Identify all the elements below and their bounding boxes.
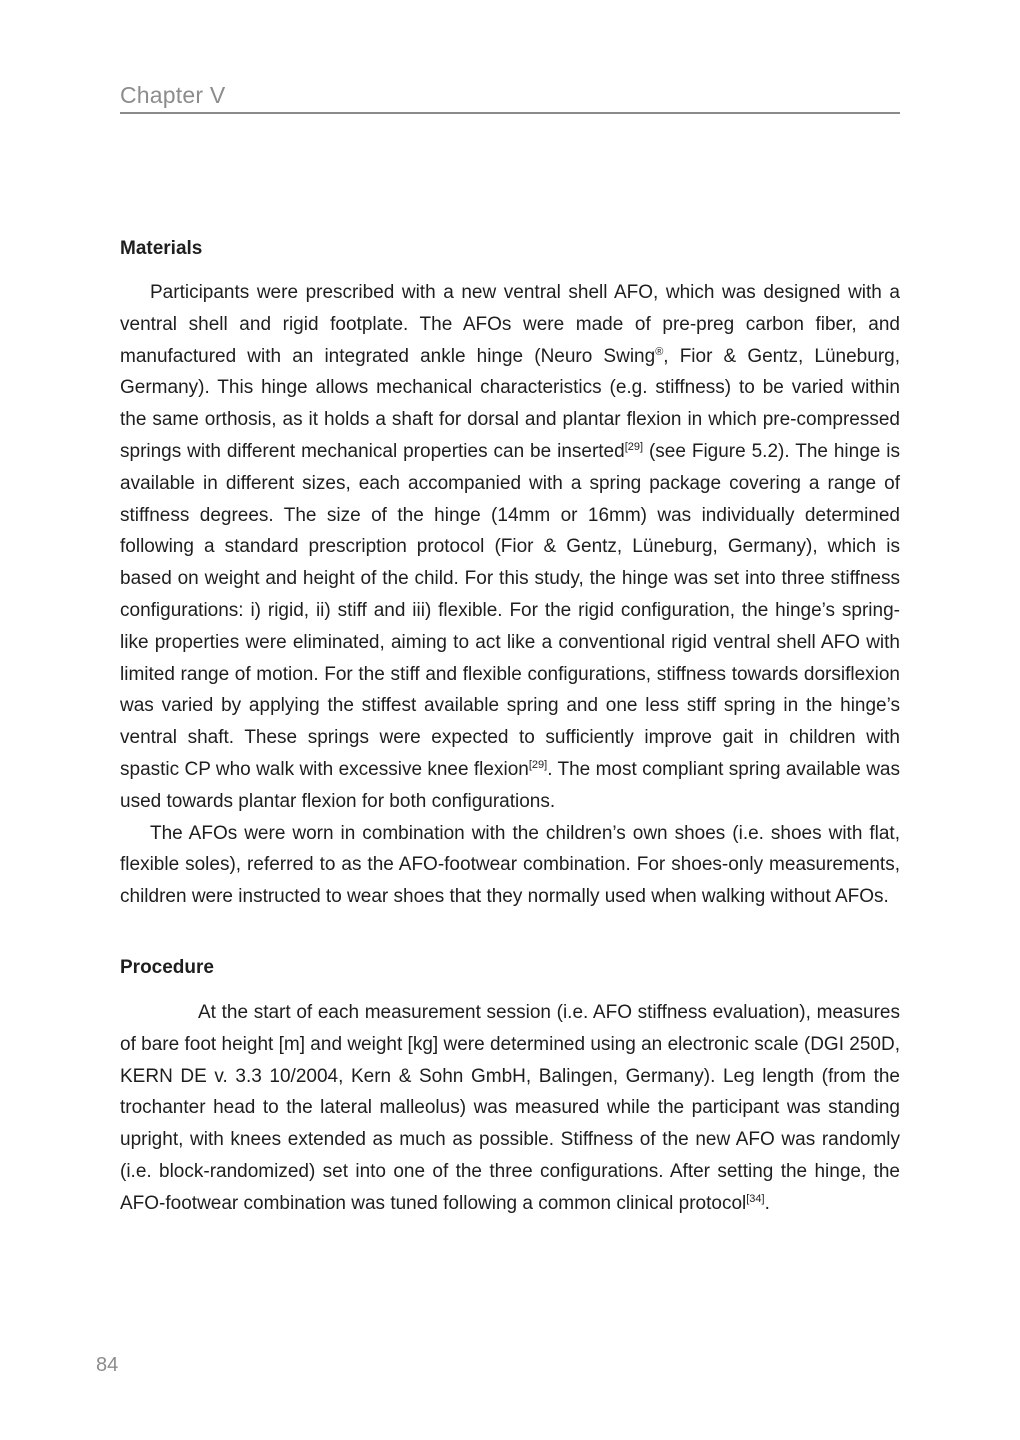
page-number: 84 <box>96 1354 119 1376</box>
materials-paragraph-2: The AFOs were worn in combination with the children’s own shoes (i.e. shoes with flat, flexible soles), referred to as the AFO-footwear combination. For shoes-only measurements, children were instructed to wear shoes that they normally used when walking without AFOs. <box>120 822 900 908</box>
citation-ref: [29] <box>528 758 548 771</box>
registered-mark: ® <box>655 345 664 358</box>
page-body <box>120 236 900 1220</box>
text-run: Participants were prescribed with a new ventral shell AFO, which was designed with a ventral shell and rigid footplate. The AFOs were made of pre-preg carbon fiber, and manufactured with an integrated ankle hinge (Neuro Swing <box>120 282 900 367</box>
text-run: . <box>764 1192 770 1214</box>
citation-ref: [29] <box>624 440 644 453</box>
procedure-paragraph-1 <box>120 997 900 1220</box>
text-run: , Fior & Gentz, Lüneburg, Germany). This hinge allows mechanical characteristics (e.g. stiffness) to be varied within the same orthosis, as it holds a shaft for dorsal and plantar flexion in which pre-compressed springs with different mechanical properties can be inserted <box>120 345 900 462</box>
text-run: . The most compliant spring available was used towards plantar flexion for both configurations. <box>120 758 901 812</box>
text-run: At the start of each measurement session (i.e. AFO stiffness evaluation), measures of bare foot height [m] and weight [kg] were determined using an electronic scale (DGI 250D, KERN DE v. 3.3 10/2004, Kern & Sohn GmbH, Balingen, Germany). Leg length (from the trochanter head to the lateral malleolus) was measured while the participant was standing upright, with knees extended as much as possible. Stiffness of the new AFO was randomly (i.e. block-randomized) set into one of the three configurations. After setting the hinge, the AFO-footwear combination was tuned following a common clinical protocol <box>120 1001 900 1214</box>
chapter-title: Chapter V <box>120 82 226 108</box>
section-heading-procedure: Procedure <box>120 956 214 978</box>
section-heading-materials: Materials <box>120 238 203 259</box>
citation-ref: [34] <box>746 1192 765 1205</box>
running-header <box>120 80 900 114</box>
materials-paragraph-1 <box>120 277 900 818</box>
text-run: (see Figure 5.2). The hinge is available in different sizes, each accompanied with a spring package covering a range of stiffness degrees. The size of the hinge (14mm or 16mm) was individually determined following a standard prescription protocol (Fior & Gentz, Lüneburg, Germany), which is based on weight and height of the child. For this study, the hinge was set into three stiffness configurations: i) rigid, ii) stiff and iii) flexible. For the rigid configuration, the hinge’s spring-like properties were eliminated, aiming to act like a conventional rigid ventral shell AFO with limited range of motion. For the stiff and flexible configurations, stiffness towards dorsiflexion was varied by applying the stiffest available spring and one less stiff spring in the hinge’s ventral shaft. These springs were expected to sufficiently improve gait in children with spastic CP who walk with excessive knee flexion <box>120 440 900 780</box>
